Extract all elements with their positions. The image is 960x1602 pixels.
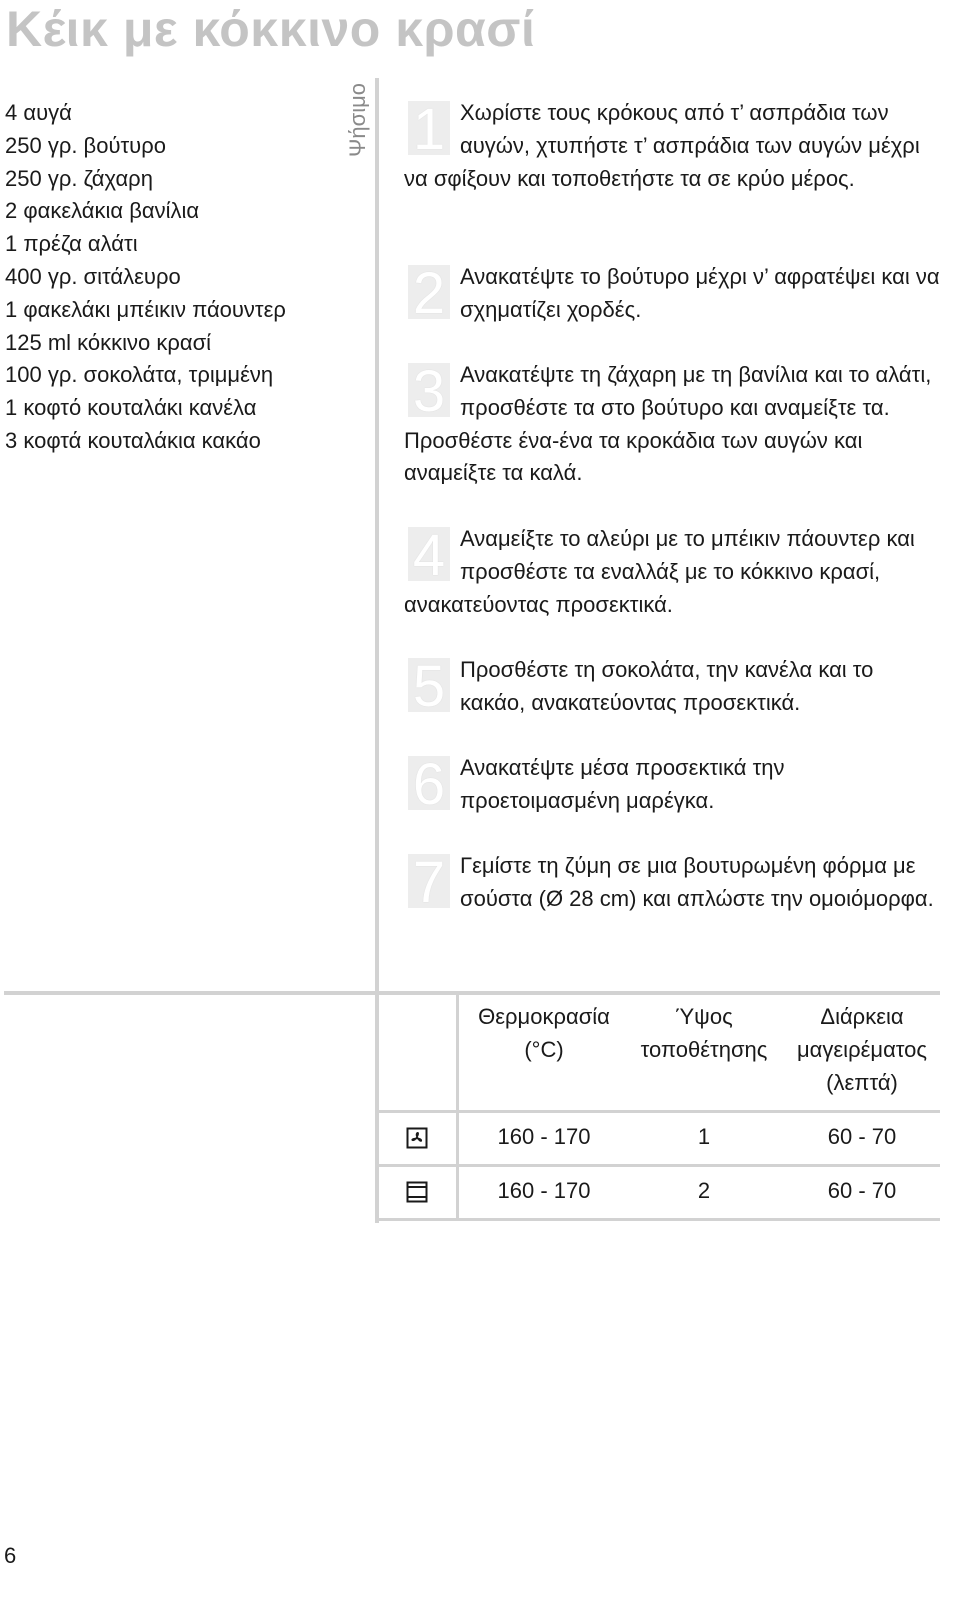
table-column-divider — [456, 995, 459, 1221]
fan-oven-icon — [406, 1127, 428, 1149]
section-label — [345, 80, 371, 160]
ingredient-item: 250 γρ. ζάχαρη — [5, 165, 153, 191]
table-row-divider — [378, 1110, 940, 1113]
cell-temperature: 160 - 170 — [497, 1124, 591, 1149]
section-label-text: Ψήσιμο — [345, 83, 370, 157]
ingredient-item: 100 γρ. σοκολάτα, τριμμένη — [5, 362, 274, 388]
step-4 — [404, 523, 944, 621]
ingredient-item: 3 κοφτά κουταλάκια κακάο — [5, 427, 261, 453]
step-1 — [404, 97, 944, 195]
ingredient-item: 250 γρ. βούτυρο — [5, 132, 166, 158]
step-text: Ανακατέψτε μέσα προσεκτικά την προετοιμασμένη μαρέγκα. — [460, 755, 785, 813]
ingredients-list — [5, 97, 345, 458]
cell-time: 60 - 70 — [827, 1124, 897, 1149]
baking-table — [378, 995, 940, 1221]
page-number: 6 — [4, 1543, 17, 1568]
step-text: Ανακατέψτε το βούτυρο μέχρι ν’ αφρατέψει και να σχηματίζει χορδές. — [460, 264, 940, 322]
ingredient-item: 2 φακελάκια βανίλια — [5, 198, 200, 224]
cell-temperature: 160 - 170 — [497, 1178, 591, 1203]
table-bottom-border — [378, 1218, 940, 1221]
step-number: 4 — [408, 527, 450, 581]
step-6 — [404, 752, 944, 818]
ingredient-item: 1 πρέζα αλάτι — [5, 231, 138, 257]
step-text: Ανακατέψτε τη ζάχαρη με τη βανίλια και το αλάτι, προσθέστε τα στο βούτυρο και αναμείξτε τα. Προσθέστε ένα-ένα τα κροκάδια των αυγών και αναμείξτε τα καλά. — [404, 362, 932, 486]
ingredient-item: 1 κοφτό κουταλάκι κανέλα — [5, 395, 257, 421]
cell-level: 1 — [697, 1124, 711, 1149]
ingredient-item: 400 γρ. σιτάλευρο — [5, 263, 181, 289]
step-number: 7 — [408, 854, 450, 908]
page-title: Κέικ με κόκκινο κρασί — [6, 1, 536, 57]
step-text: Χωρίστε τους κρόκους από τ’ ασπράδια των αυγών, χτυπήστε τ’ ασπράδια των αυγών μέχρι να σφίξουν και τοποθετήστε τα σε κρύο μέρος. — [404, 100, 920, 191]
ingredient-item: 1 φακελάκι μπέικιν πάουντερ — [5, 296, 286, 322]
cell-time: 60 - 70 — [827, 1178, 897, 1203]
step-text: Αναμείξτε το αλεύρι με το μπέικιν πάουντερ και προσθέστε τα εναλλάξ με το κόκκινο κρασί, ανακατεύοντας προσεκτικά. — [404, 526, 915, 617]
step-3 — [404, 359, 944, 490]
cell-level: 2 — [697, 1178, 711, 1203]
step-text: Προσθέστε τη σοκολάτα, την κανέλα και το κακάο, ανακατεύοντας προσεκτικά. — [460, 657, 874, 715]
step-number: 2 — [408, 265, 450, 319]
step-7 — [404, 850, 944, 916]
step-text: Γεμίστε τη ζύμη σε μια βουτυρωμένη φόρμα με σούστα (Ø 28 cm) και απλώστε την ομοιόμορφα. — [460, 853, 934, 911]
conventional-oven-icon — [406, 1181, 428, 1203]
step-5 — [404, 654, 944, 720]
step-number: 1 — [408, 101, 450, 155]
header-level: Ύψος τοποθέτησης — [640, 1004, 768, 1062]
step-number: 6 — [408, 756, 450, 810]
header-temperature: Θερμοκρασία (°C) — [478, 1004, 610, 1062]
ingredient-item: 125 ml κόκκινο κρασί — [5, 329, 212, 355]
header-time: Διάρκεια μαγειρέματος (λεπτά) — [796, 1004, 928, 1095]
step-number: 3 — [408, 363, 450, 417]
step-number: 5 — [408, 658, 450, 712]
step-2 — [404, 261, 944, 327]
table-row-divider — [378, 1164, 940, 1167]
ingredient-item: 4 αυγά — [5, 100, 72, 125]
